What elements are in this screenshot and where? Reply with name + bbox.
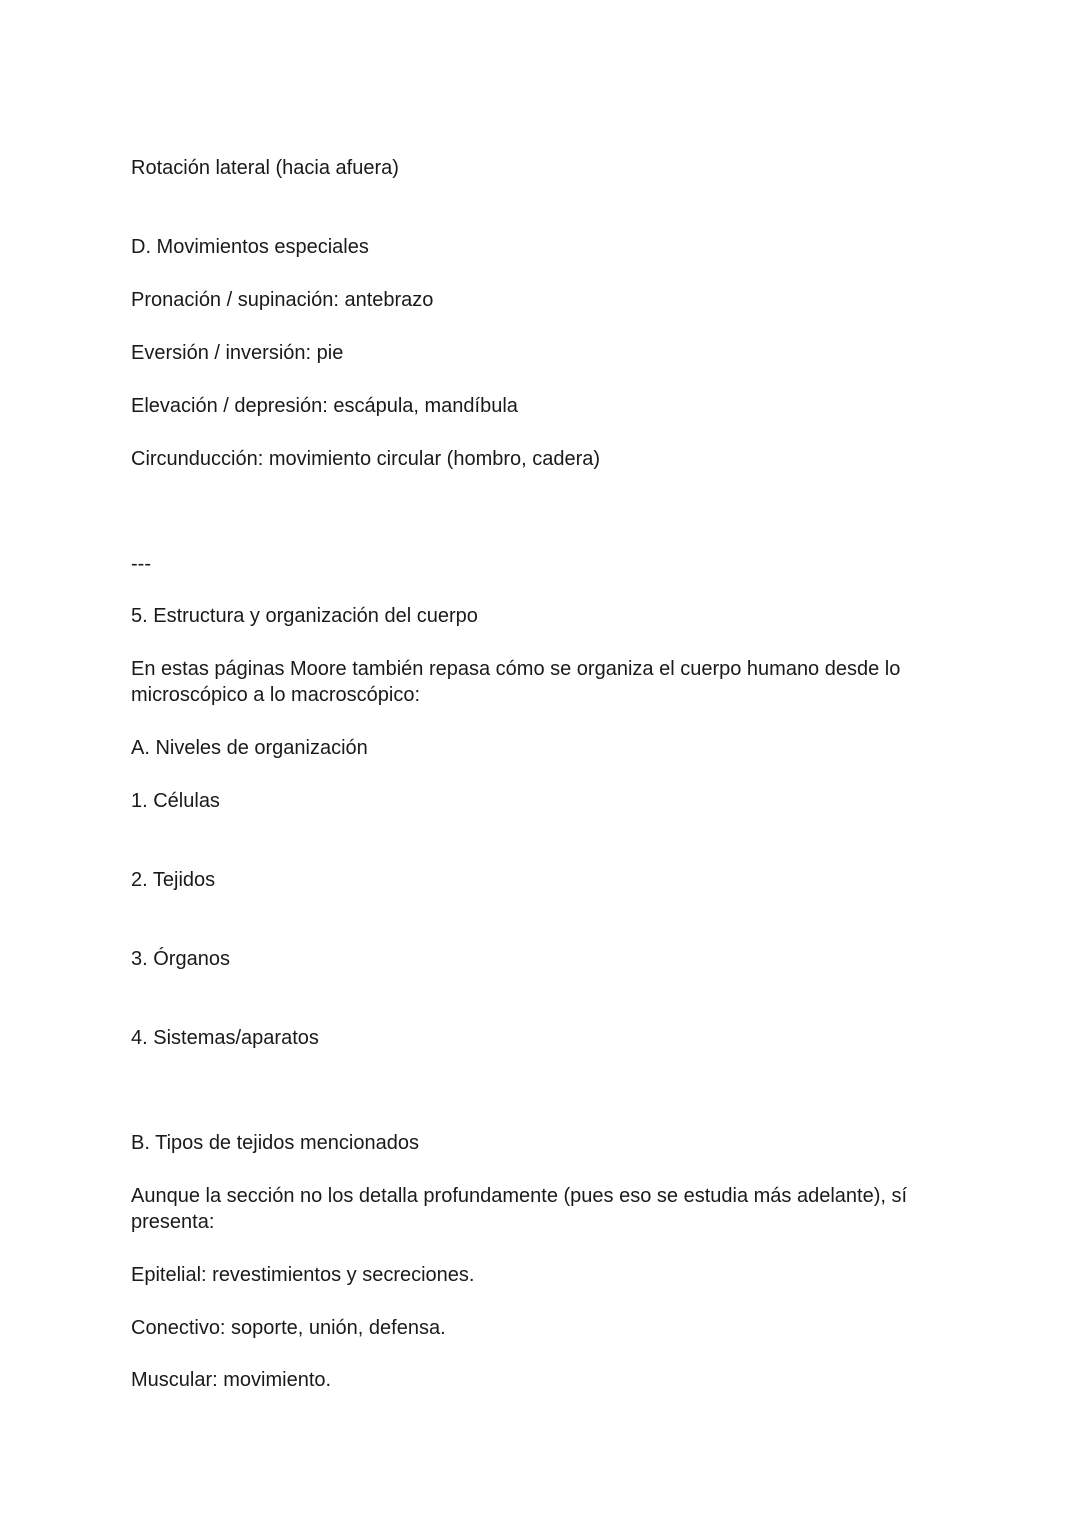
list-item: Conectivo: soporte, unión, defensa. <box>131 1317 446 1339</box>
list-item: Circunducción: movimiento circular (hombro, cadera) <box>131 448 601 470</box>
section-5-intro: En estas páginas Moore también repasa cómo se organiza el cuerpo humano desde lo microscópico a lo macroscópico: <box>131 658 901 706</box>
list-item: 4. Sistemas/aparatos <box>131 1027 319 1049</box>
list-item: 3. Órganos <box>131 948 230 970</box>
subsection-b-intro: Aunque la sección no los detalla profundamente (pues eso se estudia más adelante), sí presenta: <box>131 1185 908 1233</box>
list-item: Pronación / supinación: antebrazo <box>131 289 434 311</box>
subsection-b-heading: B. Tipos de tejidos mencionados <box>131 1132 419 1154</box>
list-item: 1. Células <box>131 790 220 812</box>
list-item: Epitelial: revestimientos y secreciones. <box>131 1264 475 1286</box>
list-item: Eversión / inversión: pie <box>131 342 344 364</box>
list-item: Muscular: movimiento. <box>131 1369 332 1391</box>
rotation-lateral-line: Rotación lateral (hacia afuera) <box>131 157 399 179</box>
list-item: 2. Tejidos <box>131 869 216 891</box>
section-5-heading: 5. Estructura y organización del cuerpo <box>131 605 478 627</box>
separator: --- <box>131 553 151 575</box>
subsection-a-heading: A. Niveles de organización <box>131 737 368 759</box>
section-d-heading: D. Movimientos especiales <box>131 236 369 258</box>
list-item: Elevación / depresión: escápula, mandíbula <box>131 395 518 417</box>
